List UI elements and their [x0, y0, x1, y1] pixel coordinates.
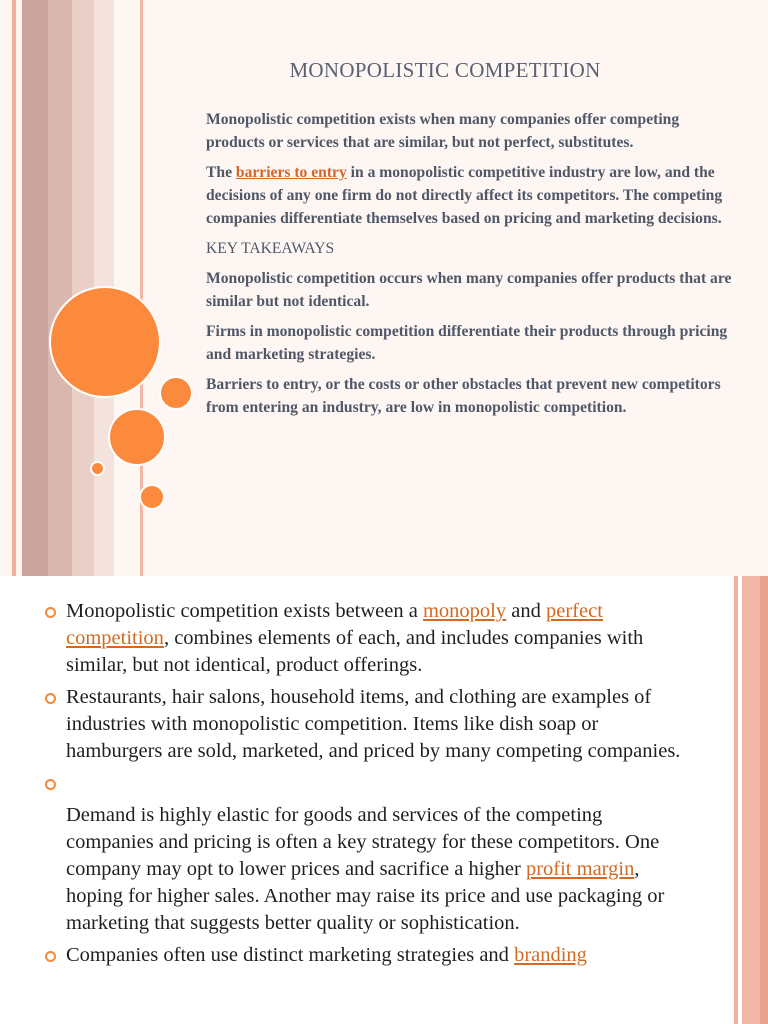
- decor-circle: [159, 376, 193, 410]
- decor-stripe: [760, 576, 768, 1024]
- text: in a monopolistic competitive industry are low, and the decisions of any one firm do not directly affect its competitors. The competing companies differentiate themselves based on pricing and marketing decisions.: [206, 164, 723, 227]
- paragraph: Monopolistic competition exists when many companies offer competing products or services that are similar, but not perfect, substitutes.: [206, 111, 680, 151]
- text: Demand is highly elastic for goods and services of the competing companies and pricing is often a key strategy for these competitors. One company may opt to lower prices and sacrifice a higher: [66, 804, 660, 880]
- decor-stripe: [22, 0, 48, 576]
- takeaway-item: Firms in monopolistic competition differentiate their products through pricing and marketing strategies.: [206, 323, 728, 363]
- bullet-circle-icon: [45, 951, 56, 962]
- decor-circle: [90, 461, 105, 476]
- perfect-competition-link[interactable]: perfect competition: [66, 600, 603, 649]
- decor-circle: [49, 286, 161, 398]
- slide-body: [45, 598, 685, 974]
- bullet-continuation: [45, 802, 685, 937]
- key-takeaways-heading: KEY TAKEAWAYS: [206, 240, 335, 257]
- takeaway-item: Barriers to entry, or the costs or other obstacles that prevent new competitors from entering an industry, are low in monopolistic competition.: [206, 376, 721, 416]
- decor-stripe: [734, 576, 738, 1024]
- text: , combines elements of each, and includes companies with similar, but not identical, product offerings.: [66, 627, 644, 676]
- slide-body: [206, 108, 736, 426]
- text: Companies often use distinct marketing strategies and: [66, 944, 515, 966]
- decor-circle: [139, 484, 165, 510]
- branding-link[interactable]: branding: [514, 944, 587, 966]
- decor-stripe: [48, 0, 72, 576]
- takeaway-item: Monopolistic competition occurs when many companies offer products that are similar but not identical.: [206, 270, 732, 310]
- bullet-circle-icon: [45, 607, 56, 618]
- bullet-item: [45, 598, 685, 679]
- text: The: [206, 164, 236, 181]
- bullet-item: [45, 942, 685, 969]
- decor-stripe: [12, 0, 16, 576]
- text: and: [506, 600, 546, 622]
- paragraph: [206, 161, 736, 230]
- barriers-to-entry-link[interactable]: barriers to entry: [235, 164, 347, 181]
- bullet-item: [45, 770, 685, 797]
- profit-margin-link[interactable]: profit margin: [525, 858, 635, 880]
- text: Restaurants, hair salons, household items, and clothing are examples of industries with monopolistic competition. Items like dish soap or hamburgers are sold, marketed, and priced by many competing companies.: [66, 686, 681, 762]
- monopoly-link[interactable]: monopoly: [422, 600, 507, 622]
- bullet-circle-icon: [45, 693, 56, 704]
- decor-circle: [108, 408, 166, 466]
- bullet-item: [45, 684, 685, 765]
- bullet-circle-icon: [45, 779, 56, 790]
- text: , hoping for higher sales. Another may raise its price and use packaging or marketing that suggests better quality or sophistication.: [66, 858, 665, 934]
- text: Monopolistic competition exists between a: [66, 600, 423, 622]
- slide-2: [0, 576, 768, 1024]
- slide-title: MONOPOLISTIC COMPETITION: [289, 58, 601, 82]
